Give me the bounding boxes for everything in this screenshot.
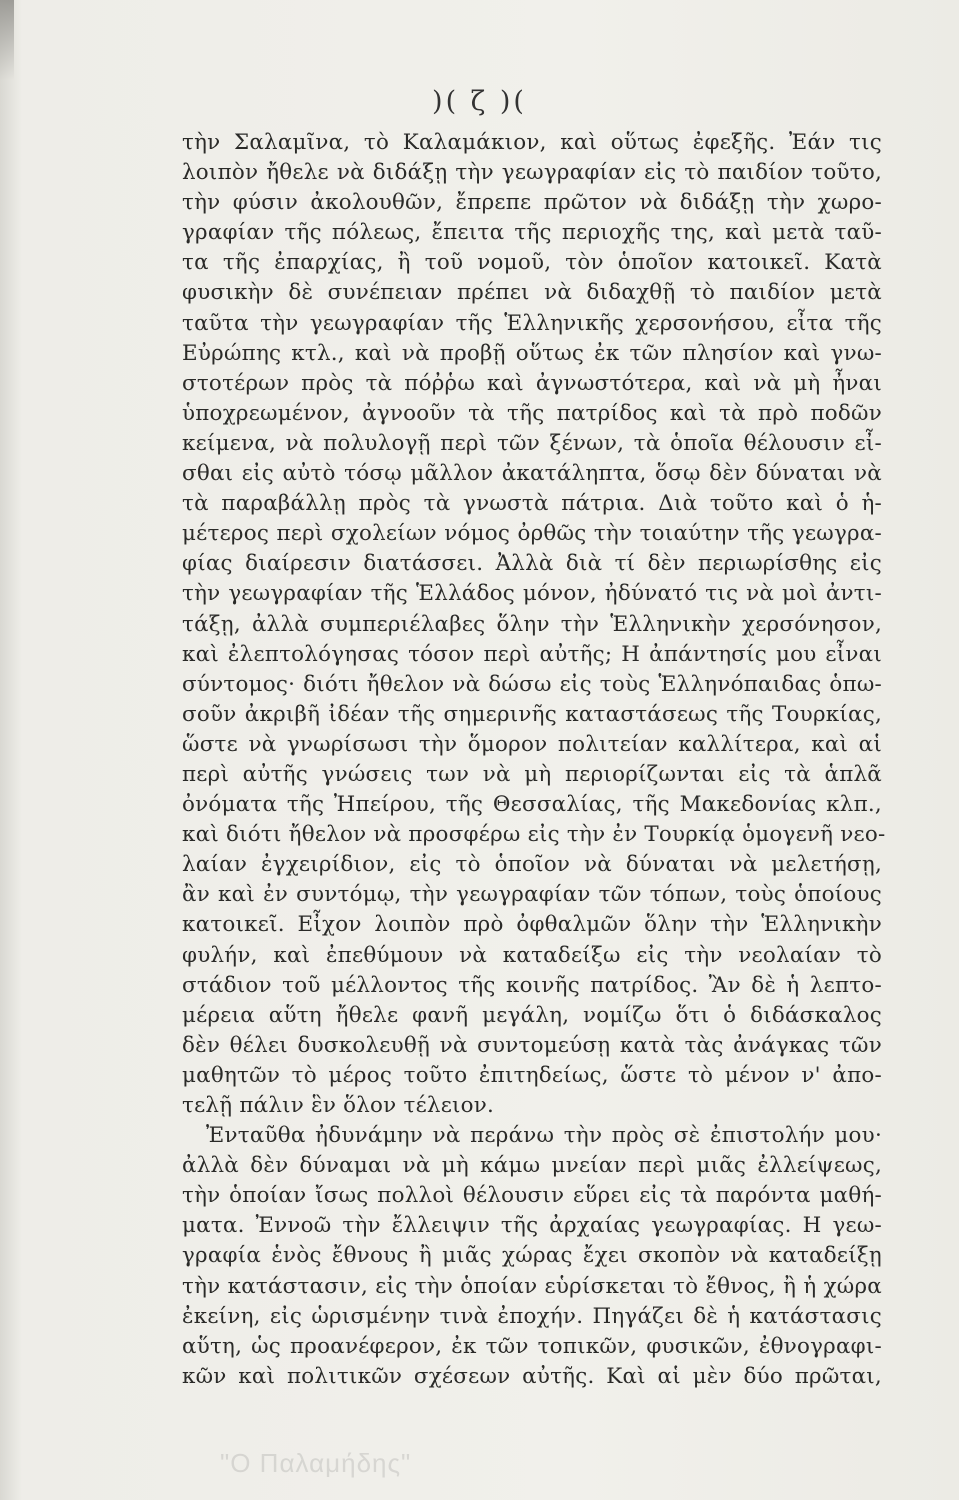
text-line: σύντομος· διότι ἤθελον νὰ δώσω εἰς τοὺς Ἑλληνόπαιδας ὁπω- bbox=[182, 671, 882, 697]
text-line: λαίαν ἐγχειρίδιον, εἰς τὸ ὁποῖον νὰ δύναται νὰ μελετήσῃ, bbox=[182, 852, 882, 878]
text-line: γραφίαν τῆς πόλεως, ἔπειτα τῆς περιοχῆς της, καὶ μετὰ ταῦ- bbox=[182, 220, 882, 246]
text-line: τελῇ πάλιν ἓν ὅλον τέλειον. bbox=[182, 1093, 495, 1118]
text-line: τα τῆς ἐπαρχίας, ἢ τοῦ νομοῦ, τὸν ὁποῖον κατοικεῖ. Κατὰ bbox=[182, 250, 882, 276]
text-line: κατοικεῖ. Εἶχον λοιπὸν πρὸ ὀφθαλμῶν ὅλην τὴν Ἑλληνικὴν bbox=[182, 912, 882, 938]
text-line: ἀλλὰ δὲν δύναμαι νὰ μὴ κάμω μνείαν περὶ μιᾶς ἐλλείψεως, bbox=[182, 1153, 882, 1179]
text-line: τὴν φύσιν ἀκολουθῶν, ἔπρεπε πρῶτον νὰ διδάξῃ τὴν χωρο- bbox=[182, 190, 882, 216]
text-line: τὴν κατάστασιν, εἰς τὴν ὁποίαν εὑρίσκεται τὸ ἔθνος, ἢ ἡ χώρα bbox=[182, 1273, 882, 1299]
page-number: )( ζ )( bbox=[432, 86, 527, 117]
text-line: Ἐνταῦθα ἠδυνάμην νὰ περάνω τὴν πρὸς σὲ ἐπιστολήν μου· bbox=[206, 1123, 882, 1149]
text-line: τὴν Σαλαμῖνα, τὸ Καλαμάκιον, καὶ οὕτως ἐφεξῆς. Ἐάν τις bbox=[182, 130, 882, 155]
text-line: μαθητῶν τὸ μέρος τοῦτο ἐπιτηδείως, ὥστε τὸ μένον ν' ἀπο- bbox=[182, 1062, 882, 1088]
text-line: περὶ αὐτῆς γνώσεις των νὰ μὴ περιορίζωνται εἰς τὰ ἁπλᾶ bbox=[182, 761, 882, 787]
text-line: λοιπὸν ἤθελε νὰ διδάξῃ τὴν γεωγραφίαν εἰς τὸ παιδίον τοῦτο, bbox=[182, 160, 882, 186]
text-line: τὴν ὁποίαν ἴσως πολλοὶ θέλουσιν εὕρει εἰς τὰ παρόντα μαθή- bbox=[182, 1183, 882, 1209]
text-line: φίας διαίρεσιν διατάσσει. Ἀλλὰ διὰ τί δὲν περιωρίσθης εἰς bbox=[182, 551, 882, 577]
text-line: μέρεια αὕτη ἤθελε φανῆ μεγάλη, νομίζω ὅτι ὁ διδάσκαλος bbox=[182, 1002, 882, 1028]
text-line: καὶ διότι ἤθελον νὰ προσφέρω εἰς τὴν ἐν Τουρκίᾳ ὁμογενῆ νεο- bbox=[182, 822, 886, 848]
text-line: ὥστε νὰ γνωρίσωσι τὴν ὅμορον πολιτείαν καλλίτερα, καὶ αἱ bbox=[182, 731, 882, 757]
text-line: καὶ ἐλεπτολόγησας τόσον περὶ αὐτῆς; Η ἀπάντησίς μου εἶναι bbox=[182, 641, 882, 667]
text-line: δὲν θέλει δυσκολευθῇ νὰ συντομεύσῃ κατὰ τὰς ἀνάγκας τῶν bbox=[182, 1032, 882, 1058]
text-line: ὑποχρεωμένον, ἀγνοοῦν τὰ τῆς πατρίδος καὶ τὰ πρὸ ποδῶν bbox=[182, 400, 882, 426]
text-line: τὰ παραβάλλῃ πρὸς τὰ γνωστὰ πάτρια. Διὰ τοῦτο καὶ ὁ ἡ- bbox=[182, 491, 882, 517]
text-line: κείμενα, νὰ πολυλογῇ περὶ τῶν ξένων, τὰ ὁποῖα θέλουσιν εἶ- bbox=[182, 430, 882, 456]
text-line: φυσικὴν δὲ συνέπειαν πρέπει νὰ διδαχθῇ τὸ παιδίον μετὰ bbox=[182, 280, 882, 306]
text-line: αὕτη, ὡς προανέφερον, ἐκ τῶν τοπικῶν, φυσικῶν, ἐθνογραφι- bbox=[182, 1333, 882, 1359]
text-line: τάξῃ, ἀλλὰ συμπεριέλαβες ὅλην τὴν Ἑλληνικὴν χερσόνησον, bbox=[182, 611, 882, 637]
text-line: γραφία ἑνὸς ἔθνους ἢ μιᾶς χώρας ἔχει σκοπὸν νὰ καταδείξῃ bbox=[182, 1243, 882, 1269]
text-line: ματα. Ἐννοῶ τὴν ἔλλειψιν τῆς ἀρχαίας γεωγραφίας. Η γεω- bbox=[182, 1213, 882, 1239]
text-line: ὀνόματα τῆς Ἠπείρου, τῆς Θεσσαλίας, τῆς Μακεδονίας κλπ., bbox=[182, 792, 882, 818]
text-line: τὴν γεωγραφίαν τῆς Ἑλλάδος μόνον, ἠδύνατό τις νὰ μοὶ ἀντι- bbox=[182, 581, 882, 607]
body-text bbox=[182, 128, 886, 1392]
text-line: φυλήν, καὶ ἐπεθύμουν νὰ καταδείξω εἰς τὴν νεολαίαν τὸ bbox=[182, 942, 882, 968]
library-watermark: "Ο Παλαμήδης" bbox=[220, 1448, 412, 1478]
text-line: σθαι εἰς αὐτὸ τόσῳ μᾶλλον ἀκατάληπτα, ὅσῳ δὲν δύναται νὰ bbox=[182, 461, 882, 487]
text-line: Εὐρώπης κτλ., καὶ νὰ προβῇ οὕτως ἐκ τῶν πλησίον καὶ γνω- bbox=[182, 340, 882, 366]
text-line: στοτέρων πρὸς τὰ πόῤῥω καὶ ἀγνωστότερα, καὶ νὰ μὴ ἦναι bbox=[182, 370, 882, 396]
page-edge-shadow bbox=[0, 0, 14, 80]
text-line: ἐκείνη, εἰς ὡρισμένην τινὰ ἐποχήν. Πηγάζει δὲ ἡ κατάστασις bbox=[182, 1303, 882, 1329]
text-line: ταῦτα τὴν γεωγραφίαν τῆς Ἑλληνικῆς χερσονήσου, εἶτα τῆς bbox=[182, 310, 882, 336]
text-line: στάδιον τοῦ μέλλοντος τῆς κοινῆς πατρίδος. Ἂν δὲ ἡ λεπτο- bbox=[182, 972, 882, 998]
text-line: σοῦν ἀκριβῆ ἰδέαν τῆς σημερινῆς καταστάσεως τῆς Τουρκίας, bbox=[182, 701, 882, 727]
text-line: μέτερος περὶ σχολείων νόμος ὀρθῶς τὴν τοιαύτην τῆς γεωγρα- bbox=[182, 521, 882, 547]
text-line: ἂν καὶ ἐν συντόμῳ, τὴν γεωγραφίαν τῶν τόπων, τοὺς ὁποίους bbox=[182, 882, 882, 908]
text-line: κῶν καὶ πολιτικῶν σχέσεων αὐτῆς. Καὶ αἱ μὲν δύο πρῶται, bbox=[182, 1363, 882, 1389]
